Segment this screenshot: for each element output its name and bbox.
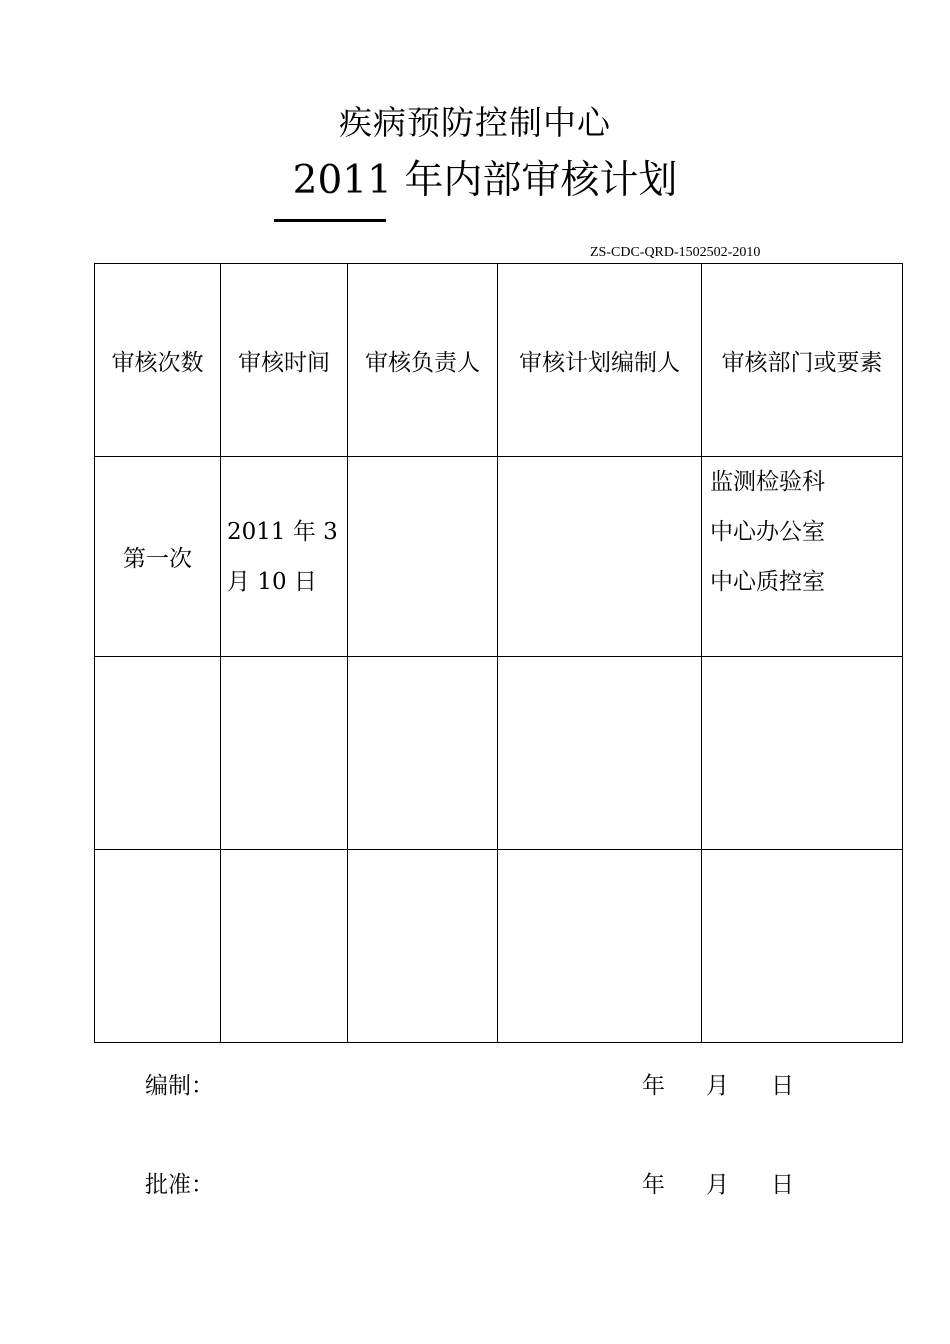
column-header-leader: 审核负责人 [348,264,498,457]
departments-cell [702,457,903,657]
table-row [95,657,903,850]
prepared-by-label: 编制： [145,1073,214,1099]
table-cell [702,850,903,1043]
table-row [95,850,903,1043]
date-cell [221,457,348,657]
department-item: 中心质控室 [710,569,825,595]
column-header-round: 审核次数 [95,264,221,457]
table-cell [95,657,221,850]
round-cell: 第一次 [95,457,221,657]
prepared-year-label: 年 [642,1073,665,1099]
column-header-departments: 审核部门或要素 [702,264,903,457]
approved-month-label: 月 [706,1172,729,1198]
table-cell [221,657,348,850]
table-cell [702,657,903,850]
organization-title: 疾病预防控制中心 [339,103,611,142]
department-item: 监测检验科 [710,469,825,495]
table-cell [498,850,702,1043]
date-line-1: 2011 年 3 [227,518,338,545]
approved-day-label: 日 [771,1172,794,1198]
table-cell [498,657,702,850]
table-cell [221,850,348,1043]
column-header-date: 审核时间 [221,264,348,457]
prepared-month-label: 月 [706,1073,729,1099]
planner-cell [498,457,702,657]
table-cell [95,850,221,1043]
approved-year-label: 年 [642,1172,665,1198]
plan-title: 2011 年内部审核计划 [292,158,678,203]
department-item: 中心办公室 [710,519,825,545]
approved-by-label: 批准： [145,1172,214,1198]
prepared-day-label: 日 [771,1073,794,1099]
table-header-row [95,264,903,457]
audit-plan-table [94,263,903,1043]
table-cell [348,657,498,850]
table-cell [348,850,498,1043]
document-code: ZS-CDC-QRD-1502502-2010 [590,245,761,260]
title-underline [274,219,386,222]
leader-cell [348,457,498,657]
date-line-2: 月 10 日 [227,568,317,595]
column-header-planner: 审核计划编制人 [498,264,702,457]
table-row [95,457,903,657]
